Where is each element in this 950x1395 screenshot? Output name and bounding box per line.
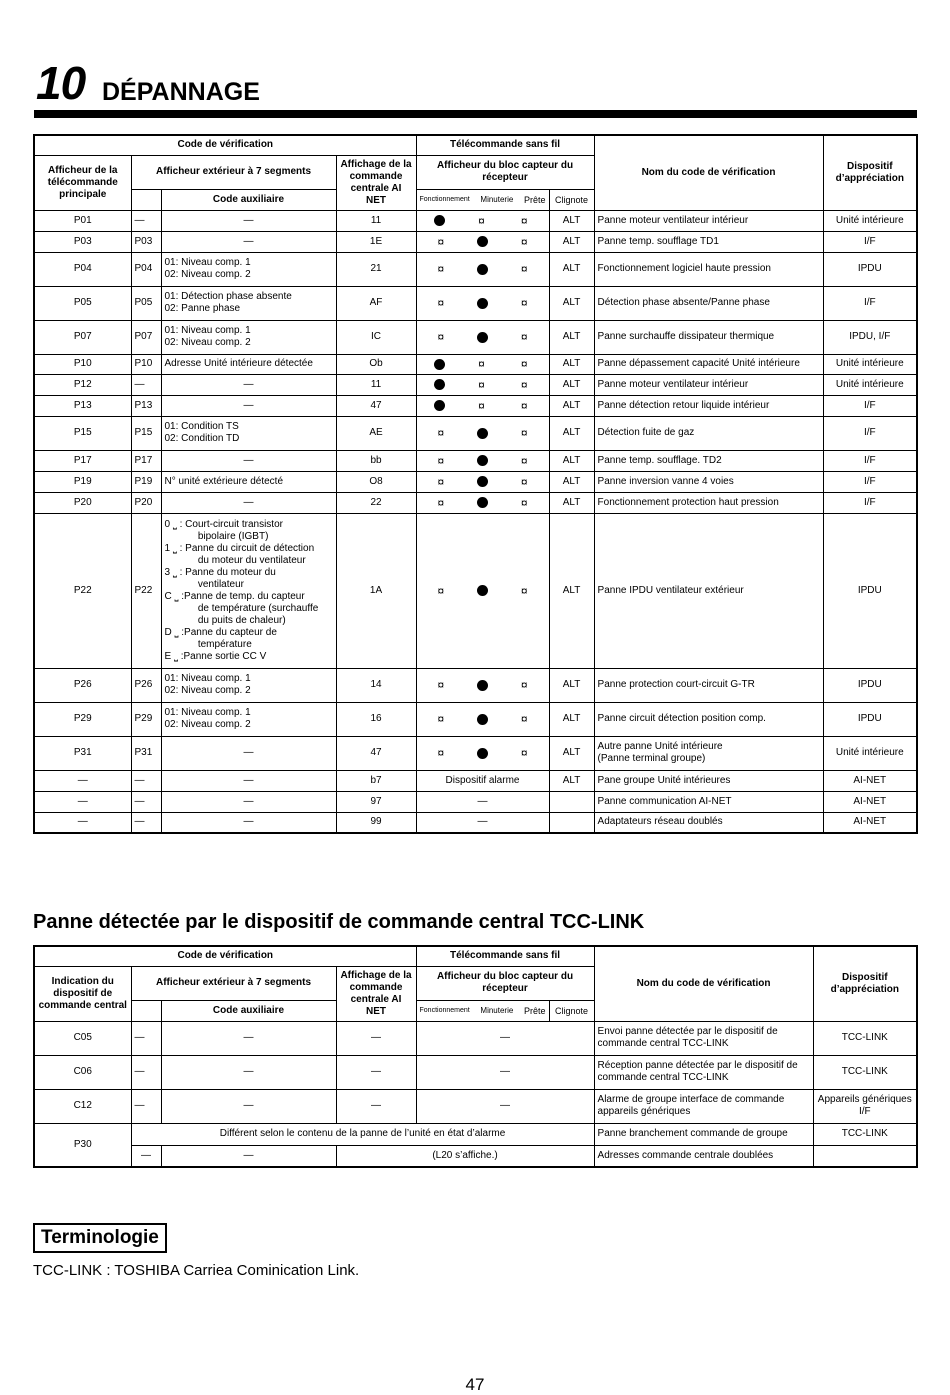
p30-seg: — bbox=[131, 1145, 161, 1167]
clignote-value: ALT bbox=[549, 450, 594, 471]
terminology-text: TCC-LINK : TOSHIBA Carriea Cominication Link. bbox=[33, 1262, 360, 1279]
aux-code: — bbox=[161, 736, 336, 770]
blinking-lamp-icon: ¤ bbox=[437, 678, 445, 692]
aux-code: — bbox=[161, 770, 336, 791]
indicator-cell bbox=[416, 513, 549, 668]
check-code-name: Panne détection retour liquide intérieur bbox=[594, 395, 823, 416]
seg-code: P31 bbox=[131, 736, 161, 770]
table-row bbox=[34, 1021, 917, 1055]
check-code-name: Réception panne détectée par le dispositif de commande central TCC-LINK bbox=[594, 1055, 813, 1089]
blinking-lamp-icon: ¤ bbox=[478, 213, 485, 228]
dispositif-value: I/F bbox=[823, 492, 917, 513]
p30-top-disp: TCC-LINK bbox=[813, 1123, 917, 1145]
seg-code: P15 bbox=[131, 416, 161, 450]
aux-code: 01: Niveau comp. 1 02: Niveau comp. 2 bbox=[161, 668, 336, 702]
main-code: P15 bbox=[34, 416, 131, 450]
seg-code: — bbox=[131, 374, 161, 395]
check-code-name: Panne IPDU ventilateur extérieur bbox=[594, 513, 823, 668]
dispositif-value: Unité intérieure bbox=[823, 736, 917, 770]
ainet-code: O8 bbox=[336, 471, 416, 492]
blinking-lamp-icon: ¤ bbox=[520, 474, 528, 489]
main-code: P13 bbox=[34, 395, 131, 416]
seg-code: P13 bbox=[131, 395, 161, 416]
col-minuterie: Minuterie bbox=[480, 194, 514, 204]
dispositif-value: Unité intérieure bbox=[823, 374, 917, 395]
main-code: — bbox=[34, 812, 131, 833]
ainet-code: Ob bbox=[336, 354, 416, 374]
table-row bbox=[34, 450, 917, 471]
blinking-lamp-icon: ¤ bbox=[520, 583, 528, 598]
col2-minuterie: Minuterie bbox=[480, 1005, 514, 1015]
check-code-name: Panne protection court-circuit G-TR bbox=[594, 668, 823, 702]
seg-code: — bbox=[131, 770, 161, 791]
col-dispositif: Dispositif d’appréciation bbox=[823, 135, 917, 210]
ainet-code: b7 bbox=[336, 770, 416, 791]
col-code-aux: Code auxiliaire bbox=[161, 189, 336, 210]
aux-code: — bbox=[161, 1089, 336, 1123]
table-row bbox=[34, 416, 917, 450]
aux-code: — bbox=[161, 395, 336, 416]
col2-afficheur-7seg: Afficheur extérieur à 7 segments bbox=[131, 966, 336, 1000]
clignote-value: ALT bbox=[549, 513, 594, 668]
table-row bbox=[34, 702, 917, 736]
blinking-lamp-icon: ¤ bbox=[520, 712, 528, 726]
main-code: — bbox=[34, 791, 131, 812]
central-code: C12 bbox=[34, 1089, 131, 1123]
lit-lamp-icon bbox=[477, 428, 488, 439]
indicator-cell bbox=[416, 416, 549, 450]
dispositif-value: AI-NET bbox=[823, 770, 917, 791]
indicator-cell bbox=[416, 374, 549, 395]
aux-code: — bbox=[161, 374, 336, 395]
lit-lamp-icon bbox=[434, 379, 445, 390]
ainet-code: — bbox=[336, 1089, 416, 1123]
blinking-lamp-icon: ¤ bbox=[520, 746, 528, 760]
chapter-number: 10 bbox=[36, 57, 86, 109]
lit-lamp-icon bbox=[477, 264, 488, 275]
main-code: P12 bbox=[34, 374, 131, 395]
main-code: — bbox=[34, 770, 131, 791]
clignote-value: ALT bbox=[549, 702, 594, 736]
main-code: P20 bbox=[34, 492, 131, 513]
indicator-cell: — bbox=[416, 1055, 594, 1089]
ainet-code: 1E bbox=[336, 231, 416, 252]
col2-dispositif: Dispositif d’appréciation bbox=[813, 946, 917, 1021]
col-clignote: Clignote bbox=[549, 189, 594, 210]
blinking-lamp-icon: ¤ bbox=[437, 712, 445, 726]
indicator-cell bbox=[416, 450, 549, 471]
lit-lamp-icon bbox=[434, 359, 445, 370]
table-row bbox=[34, 492, 917, 513]
col2-afficheur-bloc: Afficheur du bloc capteur du récepteur bbox=[416, 966, 594, 1000]
ainet-code: 99 bbox=[336, 812, 416, 833]
col-prete: Prête bbox=[524, 194, 546, 205]
seg-code: P20 bbox=[131, 492, 161, 513]
col-affichage-ainet: Affichage de la commande centrale AI NET bbox=[336, 155, 416, 210]
col2-prete: Prête bbox=[524, 1005, 546, 1016]
aux-code: 01: Niveau comp. 1 02: Niveau comp. 2 bbox=[161, 252, 336, 286]
blinking-lamp-icon: ¤ bbox=[437, 234, 445, 249]
main-code: P07 bbox=[34, 320, 131, 354]
aux-code: — bbox=[161, 231, 336, 252]
lit-lamp-icon bbox=[477, 455, 488, 466]
aux-code: — bbox=[161, 791, 336, 812]
col-afficheur-7seg: Afficheur extérieur à 7 segments bbox=[131, 155, 336, 189]
table-row bbox=[34, 513, 917, 668]
main-code: P05 bbox=[34, 286, 131, 320]
clignote-value: ALT bbox=[549, 770, 594, 791]
blinking-lamp-icon: ¤ bbox=[437, 495, 445, 510]
dispositif-value: I/F bbox=[823, 450, 917, 471]
dispositif-value: IPDU bbox=[823, 252, 917, 286]
aux-code: — bbox=[161, 492, 336, 513]
indicator-cell bbox=[416, 492, 549, 513]
p30-top-name: Panne branchement commande de groupe bbox=[594, 1123, 813, 1145]
check-code-name: Détection fuite de gaz bbox=[594, 416, 823, 450]
blinking-lamp-icon: ¤ bbox=[437, 474, 445, 489]
dispositif-value: I/F bbox=[823, 286, 917, 320]
blinking-lamp-icon: ¤ bbox=[520, 330, 528, 344]
blinking-lamp-icon: ¤ bbox=[437, 453, 445, 468]
seg-code: P22 bbox=[131, 513, 161, 668]
indicator-cell bbox=[416, 395, 549, 416]
blinking-lamp-icon: ¤ bbox=[520, 262, 528, 276]
main-code: P17 bbox=[34, 450, 131, 471]
aux-code: 01: Niveau comp. 1 02: Niveau comp. 2 bbox=[161, 320, 336, 354]
clignote-value: ALT bbox=[549, 416, 594, 450]
check-code-name: Panne surchauffe dissipateur thermique bbox=[594, 320, 823, 354]
indicator-cell bbox=[416, 210, 549, 231]
col2-indication: Indication du dispositif de commande central bbox=[34, 966, 131, 1021]
blinking-lamp-icon: ¤ bbox=[437, 262, 445, 276]
dispositif-value: IPDU bbox=[823, 702, 917, 736]
dispositif-value: IPDU, I/F bbox=[823, 320, 917, 354]
terminology-title: Terminologie bbox=[33, 1223, 167, 1253]
chapter-title: DÉPANNAGE bbox=[102, 78, 260, 106]
dispositif-value: TCC-LINK bbox=[813, 1021, 917, 1055]
ainet-code: 1A bbox=[336, 513, 416, 668]
table-row bbox=[34, 354, 917, 374]
table-row bbox=[34, 736, 917, 770]
check-code-name: Alarme de groupe interface de commande appareils génériques bbox=[594, 1089, 813, 1123]
seg-code: — bbox=[131, 791, 161, 812]
ainet-code: AF bbox=[336, 286, 416, 320]
check-code-name: Fonctionnement protection haut pression bbox=[594, 492, 823, 513]
check-code-name: Panne temp. soufflage TD1 bbox=[594, 231, 823, 252]
ainet-code: — bbox=[336, 1055, 416, 1089]
check-code-name: Panne circuit détection position comp. bbox=[594, 702, 823, 736]
col-nom-code: Nom du code de vérification bbox=[594, 135, 823, 210]
table-row bbox=[34, 395, 917, 416]
blinking-lamp-icon: ¤ bbox=[437, 746, 445, 760]
ainet-code: 14 bbox=[336, 668, 416, 702]
blinking-lamp-icon: ¤ bbox=[437, 426, 445, 440]
clignote-value: ALT bbox=[549, 320, 594, 354]
aux-code: N° unité extérieure détecté bbox=[161, 471, 336, 492]
lit-lamp-icon bbox=[477, 748, 488, 759]
indicator-cell: Dispositif alarme bbox=[416, 770, 549, 791]
indicator-cell bbox=[416, 471, 549, 492]
blinking-lamp-icon: ¤ bbox=[520, 213, 528, 228]
clignote-value: ALT bbox=[549, 471, 594, 492]
dispositif-value: Unité intérieure bbox=[823, 354, 917, 374]
clignote-value bbox=[549, 812, 594, 833]
ainet-code: 21 bbox=[336, 252, 416, 286]
clignote-value: ALT bbox=[549, 210, 594, 231]
blinking-lamp-icon: ¤ bbox=[520, 296, 528, 310]
p30-bottom-text: (L20 s’affiche.) bbox=[336, 1145, 594, 1167]
check-code-name: Panne dépassement capacité Unité intérieure bbox=[594, 354, 823, 374]
table-row bbox=[34, 320, 917, 354]
col-afficheur-telecommande: Afficheur de la télécommande principale bbox=[34, 155, 131, 210]
p30-bottom-name: Adresses commande centrale doublées bbox=[594, 1145, 813, 1167]
seg-code: P17 bbox=[131, 450, 161, 471]
indicator-cell bbox=[416, 702, 549, 736]
blinking-lamp-icon: ¤ bbox=[520, 426, 528, 440]
seg-code: — bbox=[131, 1021, 161, 1055]
indicator-cell bbox=[416, 231, 549, 252]
lit-lamp-icon bbox=[434, 400, 445, 411]
col2-affichage-ainet: Affichage de la commande centrale AI NET bbox=[336, 966, 416, 1021]
clignote-value: ALT bbox=[549, 736, 594, 770]
col2-nom-code: Nom du code de vérification bbox=[594, 946, 813, 1021]
dispositif-value: Unité intérieure bbox=[823, 210, 917, 231]
table-row bbox=[34, 286, 917, 320]
ainet-code: — bbox=[336, 1021, 416, 1055]
blinking-lamp-icon: ¤ bbox=[478, 357, 485, 371]
p30-code: P30 bbox=[34, 1123, 131, 1167]
blinking-lamp-icon: ¤ bbox=[520, 377, 528, 392]
table-row bbox=[34, 812, 917, 833]
lit-lamp-icon bbox=[434, 215, 445, 226]
indicator-cell: — bbox=[416, 791, 549, 812]
check-code-name: Pane groupe Unité intérieures bbox=[594, 770, 823, 791]
blinking-lamp-icon: ¤ bbox=[520, 234, 528, 249]
blinking-lamp-icon: ¤ bbox=[437, 330, 445, 344]
clignote-value: ALT bbox=[549, 395, 594, 416]
lit-lamp-icon bbox=[477, 332, 488, 343]
table-row bbox=[34, 1055, 917, 1089]
ainet-code: 97 bbox=[336, 791, 416, 812]
tcc-link-table bbox=[33, 945, 918, 1168]
seg-code: P29 bbox=[131, 702, 161, 736]
main-code: P22 bbox=[34, 513, 131, 668]
ainet-code: 11 bbox=[336, 210, 416, 231]
blinking-lamp-icon: ¤ bbox=[437, 583, 445, 598]
aux-code: — bbox=[161, 812, 336, 833]
blinking-lamp-icon: ¤ bbox=[520, 453, 528, 468]
main-code: P31 bbox=[34, 736, 131, 770]
indicator-cell: — bbox=[416, 1021, 594, 1055]
clignote-value: ALT bbox=[549, 668, 594, 702]
dispositif-value: I/F bbox=[823, 471, 917, 492]
dispositif-value: IPDU bbox=[823, 668, 917, 702]
check-code-name: Panne communication AI-NET bbox=[594, 791, 823, 812]
table-row bbox=[34, 1089, 917, 1123]
clignote-value: ALT bbox=[549, 286, 594, 320]
dispositif-value: AI-NET bbox=[823, 791, 917, 812]
lit-lamp-icon bbox=[477, 680, 488, 691]
p30-top-text: Différent selon le contenu de la panne de l’unité en état d’alarme bbox=[131, 1123, 594, 1145]
col-code-verif: Code de vérification bbox=[34, 135, 416, 155]
blinking-lamp-icon: ¤ bbox=[520, 495, 528, 510]
seg-code: P03 bbox=[131, 231, 161, 252]
ainet-code: 11 bbox=[336, 374, 416, 395]
table-row bbox=[34, 770, 917, 791]
seg-code: — bbox=[131, 1089, 161, 1123]
main-code: P04 bbox=[34, 252, 131, 286]
col-fonctionnement: Fonctionnement bbox=[419, 195, 470, 203]
aux-code: 0 ⎵ : Court-circuit transistor bipolaire (IGBT) 1 ⎵ : Panne du circuit de détection du moteur du ventilateur 3 ⎵ : Panne du moteur du ventilateur C ⎵ :Panne de temp. du capteur de température (surchauffe du puits de chaleur) D ⎵ :Panne du capteur de température E ⎵ :Panne sortie CC V bbox=[161, 513, 336, 668]
ainet-code: bb bbox=[336, 450, 416, 471]
indicator-cell bbox=[416, 736, 549, 770]
header-rule bbox=[34, 110, 917, 118]
lit-lamp-icon bbox=[477, 585, 488, 596]
blinking-lamp-icon: ¤ bbox=[478, 398, 485, 413]
dispositif-value: IPDU bbox=[823, 513, 917, 668]
central-code: C06 bbox=[34, 1055, 131, 1089]
aux-code: — bbox=[161, 1055, 336, 1089]
table-row bbox=[34, 1123, 917, 1145]
blinking-lamp-icon: ¤ bbox=[520, 357, 528, 371]
dispositif-value: I/F bbox=[823, 395, 917, 416]
clignote-value bbox=[549, 791, 594, 812]
aux-code: Adresse Unité intérieure détectée bbox=[161, 354, 336, 374]
blinking-lamp-icon: ¤ bbox=[520, 678, 528, 692]
seg-code: — bbox=[131, 1055, 161, 1089]
seg-code: P07 bbox=[131, 320, 161, 354]
table-row bbox=[34, 791, 917, 812]
check-code-name: Panne temp. soufflage. TD2 bbox=[594, 450, 823, 471]
section-title-tcc-link: Panne détectée par le dispositif de commande central TCC-LINK bbox=[33, 911, 645, 933]
lit-lamp-icon bbox=[477, 298, 488, 309]
main-code: P03 bbox=[34, 231, 131, 252]
indicator-cell: — bbox=[416, 1089, 594, 1123]
table-row bbox=[34, 210, 917, 231]
ainet-code: IC bbox=[336, 320, 416, 354]
clignote-value: ALT bbox=[549, 354, 594, 374]
check-code-name: Fonctionnement logiciel haute pression bbox=[594, 252, 823, 286]
check-code-name: Envoi panne détectée par le dispositif de commande central TCC-LINK bbox=[594, 1021, 813, 1055]
dispositif-value: Appareils génériques I/F bbox=[813, 1089, 917, 1123]
check-code-name: Autre panne Unité intérieure (Panne terminal groupe) bbox=[594, 736, 823, 770]
table-row bbox=[34, 252, 917, 286]
clignote-value: ALT bbox=[549, 492, 594, 513]
seg-code: P10 bbox=[131, 354, 161, 374]
page-number: 47 bbox=[465, 1375, 485, 1394]
clignote-value: ALT bbox=[549, 374, 594, 395]
table-row bbox=[34, 668, 917, 702]
main-code: P01 bbox=[34, 210, 131, 231]
col2-code-verif: Code de vérification bbox=[34, 946, 416, 966]
main-code: P26 bbox=[34, 668, 131, 702]
dispositif-value: AI-NET bbox=[823, 812, 917, 833]
clignote-value: ALT bbox=[549, 231, 594, 252]
ainet-code: AE bbox=[336, 416, 416, 450]
aux-code: — bbox=[161, 210, 336, 231]
indicator-cell bbox=[416, 354, 549, 374]
indicator-cell bbox=[416, 286, 549, 320]
lit-lamp-icon bbox=[477, 476, 488, 487]
aux-code: — bbox=[161, 450, 336, 471]
lit-lamp-icon bbox=[477, 497, 488, 508]
ainet-code: 22 bbox=[336, 492, 416, 513]
seg-code: — bbox=[131, 812, 161, 833]
main-code: P10 bbox=[34, 354, 131, 374]
check-code-name: Panne moteur ventilateur intérieur bbox=[594, 210, 823, 231]
dispositif-value: TCC-LINK bbox=[813, 1055, 917, 1089]
seg-code: P05 bbox=[131, 286, 161, 320]
seg-code: — bbox=[131, 210, 161, 231]
aux-code: — bbox=[161, 1021, 336, 1055]
col2-telecommande: Télécommande sans fil bbox=[416, 946, 594, 966]
lit-lamp-icon bbox=[477, 714, 488, 725]
col-afficheur-bloc: Afficheur du bloc capteur du récepteur bbox=[416, 155, 594, 189]
p30-aux: — bbox=[161, 1145, 336, 1167]
lit-lamp-icon bbox=[477, 236, 488, 247]
aux-code: 01: Niveau comp. 1 02: Niveau comp. 2 bbox=[161, 702, 336, 736]
col-telecommande: Télécommande sans fil bbox=[416, 135, 594, 155]
check-code-name: Panne inversion vanne 4 voies bbox=[594, 471, 823, 492]
check-code-table bbox=[33, 134, 918, 834]
check-code-name: Détection phase absente/Panne phase bbox=[594, 286, 823, 320]
main-code: P29 bbox=[34, 702, 131, 736]
col2-code-aux: Code auxiliaire bbox=[161, 1000, 336, 1021]
main-code: P19 bbox=[34, 471, 131, 492]
dispositif-value: I/F bbox=[823, 416, 917, 450]
table-row bbox=[34, 1145, 917, 1167]
indicator-cell bbox=[416, 320, 549, 354]
central-code: C05 bbox=[34, 1021, 131, 1055]
blinking-lamp-icon: ¤ bbox=[520, 398, 528, 413]
indicator-cell: — bbox=[416, 812, 549, 833]
col2-clignote: Clignote bbox=[549, 1000, 594, 1021]
seg-code: P19 bbox=[131, 471, 161, 492]
seg-code: P04 bbox=[131, 252, 161, 286]
table-row bbox=[34, 231, 917, 252]
indicator-cell bbox=[416, 252, 549, 286]
dispositif-value: I/F bbox=[823, 231, 917, 252]
ainet-code: 47 bbox=[336, 395, 416, 416]
clignote-value: ALT bbox=[549, 252, 594, 286]
ainet-code: 16 bbox=[336, 702, 416, 736]
table-row bbox=[34, 374, 917, 395]
table-row bbox=[34, 471, 917, 492]
check-code-name: Panne moteur ventilateur intérieur bbox=[594, 374, 823, 395]
seg-code: P26 bbox=[131, 668, 161, 702]
aux-code: 01: Détection phase absente 02: Panne phase bbox=[161, 286, 336, 320]
col2-fonctionnement: Fonctionnement bbox=[419, 1006, 470, 1014]
blinking-lamp-icon: ¤ bbox=[478, 377, 485, 392]
ainet-code: 47 bbox=[336, 736, 416, 770]
blinking-lamp-icon: ¤ bbox=[437, 296, 445, 310]
check-code-name: Adaptateurs réseau doublés bbox=[594, 812, 823, 833]
indicator-cell bbox=[416, 668, 549, 702]
aux-code: 01: Condition TS 02: Condition TD bbox=[161, 416, 336, 450]
